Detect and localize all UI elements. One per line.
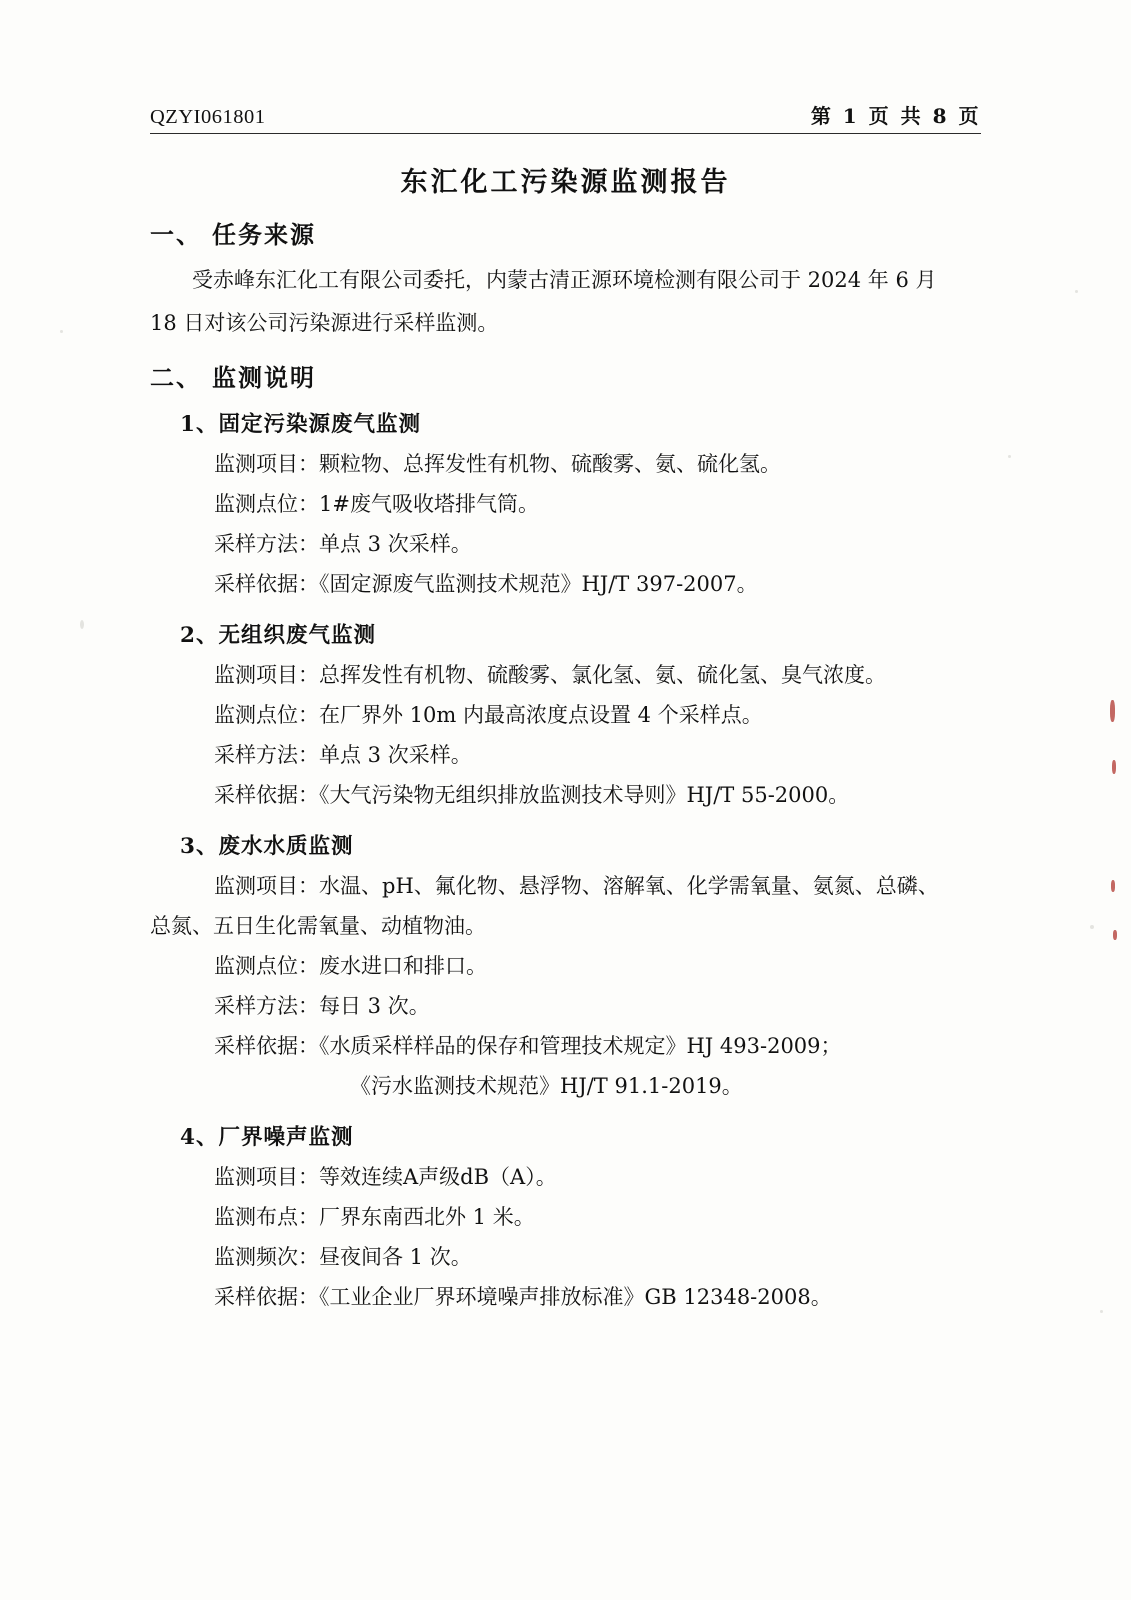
section-heading-1 xyxy=(150,215,981,250)
scan-speck xyxy=(1008,455,1011,458)
document-code: QZYI061801 xyxy=(150,106,266,128)
subsection-heading-2 xyxy=(150,618,981,649)
subsection-heading-4 xyxy=(150,1120,981,1151)
subsection-heading-1 xyxy=(150,407,981,438)
subsection-title-3: 废水水质监测 xyxy=(218,834,354,859)
subsection-3-item: 监测点位：废水进口和排口。 xyxy=(214,954,487,978)
subsection-4-item: 监测频次：昼夜间各 1 次。 xyxy=(214,1245,472,1269)
subsection-2-item: 采样方法：单点 3 次采样。 xyxy=(214,743,472,767)
section-1-paragraph-line-2: 18 日对该公司污染源进行采样监测。 xyxy=(150,311,499,335)
page-number: 第 1 页 共 8 页 xyxy=(810,104,981,128)
scan-speck xyxy=(1075,290,1078,293)
subsection-2-item: 监测点位：在厂界外 10m 内最高浓度点设置 4 个采样点。 xyxy=(214,703,763,727)
scan-red-mark xyxy=(1113,930,1117,940)
subsection-title-2: 无组织废气监测 xyxy=(218,623,376,648)
page-header xyxy=(150,100,981,134)
scan-speck xyxy=(1090,925,1094,929)
scan-speck xyxy=(60,330,63,333)
scan-speck xyxy=(1100,1310,1103,1313)
section-title-2: 监测说明 xyxy=(212,363,316,392)
subsection-4-item: 监测布点：厂界东南西北外 1 米。 xyxy=(214,1205,535,1229)
subsection-3-item-continued: 《污水监测技术规范》HJ/T 91.1-2019。 xyxy=(350,1074,743,1098)
page-title: 东汇化工污染源监测报告 xyxy=(400,167,731,198)
section-title-1: 任务来源 xyxy=(212,220,316,249)
subsection-heading-3 xyxy=(150,829,981,860)
section-heading-2 xyxy=(150,358,981,393)
section-number-1: 一、 xyxy=(150,220,202,249)
subsection-1-item: 监测点位：1#废气吸收塔排气筒。 xyxy=(214,492,539,516)
subsection-1-item: 监测项目：颗粒物、总挥发性有机物、硫酸雾、氨、硫化氢。 xyxy=(214,452,781,476)
subsection-title-4: 厂界噪声监测 xyxy=(218,1125,354,1150)
subsection-number-3: 3、 xyxy=(180,834,219,859)
subsection-2-item: 监测项目：总挥发性有机物、硫酸雾、氯化氢、氨、硫化氢、臭气浓度。 xyxy=(214,663,886,687)
scan-speck xyxy=(80,620,84,629)
scan-red-mark xyxy=(1111,880,1115,892)
scan-red-mark xyxy=(1110,700,1115,722)
section-1-paragraph-line-1: 受赤峰东汇化工有限公司委托，内蒙古清正源环境检测有限公司于 2024 年 6 月 xyxy=(192,268,937,292)
subsection-4-item: 监测项目：等效连续A声级dB（A）。 xyxy=(214,1165,557,1189)
section-number-2: 二、 xyxy=(150,363,202,392)
subsection-1-item: 采样方法：单点 3 次采样。 xyxy=(214,532,472,556)
subsection-1-item: 采样依据：《固定源废气监测技术规范》HJ/T 397-2007。 xyxy=(214,572,758,596)
scan-red-mark xyxy=(1112,760,1116,774)
subsection-3-item: 采样方法：每日 3 次。 xyxy=(214,994,430,1018)
subsection-title-1: 固定污染源废气监测 xyxy=(218,412,421,437)
subsection-3-item: 监测项目：水温、pH、氟化物、悬浮物、溶解氧、化学需氧量、氨氮、总磷、 xyxy=(214,874,939,898)
subsection-3-item-wrap: 总氮、五日生化需氧量、动植物油。 xyxy=(150,914,486,938)
subsection-2-item: 采样依据：《大气污染物无组织排放监测技术导则》HJ/T 55-2000。 xyxy=(214,783,850,807)
subsection-3-item: 采样依据：《水质采样样品的保存和管理技术规定》HJ 493-2009； xyxy=(214,1034,842,1058)
subsection-number-4: 4、 xyxy=(180,1125,219,1150)
subsection-4-item: 采样依据：《工业企业厂界环境噪声排放标准》GB 12348-2008。 xyxy=(214,1285,832,1309)
subsection-number-1: 1、 xyxy=(180,412,219,437)
subsection-number-2: 2、 xyxy=(180,623,219,648)
